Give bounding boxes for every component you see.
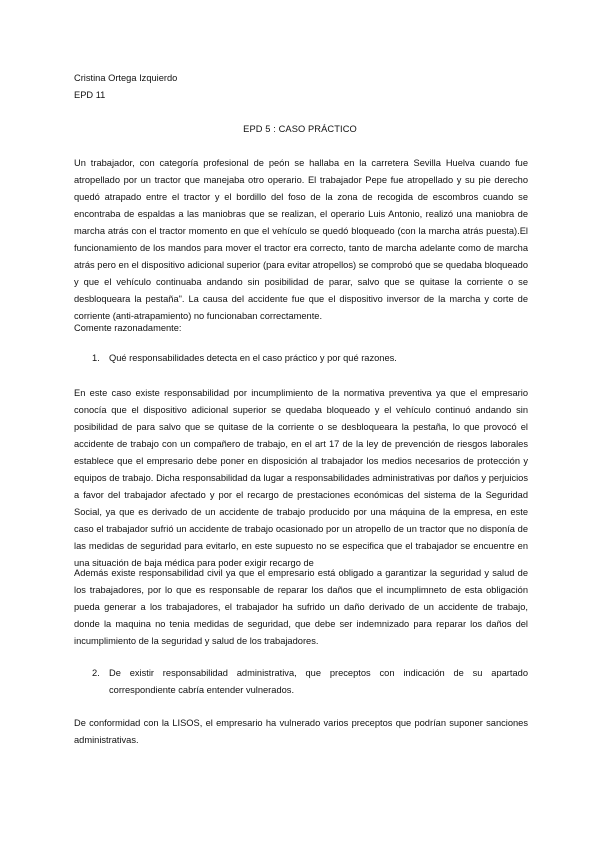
answer-paragraph: En este caso existe responsabilidad por incumplimiento de la normativa preventiva ya que el empresario conocía que el dispositivo adicional superior se quedaba bloqueado y el vehículo continuó andando sin posibilidad de para salvo que se quitase de la corriente o se desbloqueara la pestaña, lo que provocó el accidente de trabajo con un compañero de trabajo, en el art 17 de la ley de prevención de riesgos laborales establece que el empresario debe poner en disposición al trabajador los medios necesarios de protección y equipos de trabajo. Dicha responsabilidad da lugar a responsabilidades administrativas por daños y perjuicios a favor del trabajador afectado y por el recargo de prestaciones económicas del sistema de la Seguridad Social, ya que es derivado de un accidente de trabajo producido por una máquina de la empresa, en este caso el trabajador sufrió un accidente de trabajo ocasionado por un atropello de un tractor que no disponía de las medidas de seguridad para evitarlo, en este supuesto no se especifica que el trabajador se encuentre en una situación de baja médica para poder exigir recargo de xyxy=(74,388,528,568)
question-text: De existir responsabilidad administrativa, que preceptos con indicación de su apartado correspondiente cabría entender vulnerados. xyxy=(109,668,528,695)
answer-paragraph: De conformidad con la LISOS, el empresario ha vulnerado varios preceptos que podrían suponer sanciones administrativas. xyxy=(74,718,528,745)
instruction-text: Comente razonadamente: xyxy=(74,323,182,333)
answer-paragraph: Además existe responsabilidad civil ya que el empresario está obligado a garantizar la seguridad y salud de los trabajadores, por lo que es responsable de reparar los daños que el incumplimneto de esta obligación pueda generar a los trabajadores, el trabajador ha sufrido un daño derivado de un accidente de trabajo, donde la maquina no tenia medidas de seguridad, que debe ser indemnizado para reparar los daños del incumplimiento de la seguridad y salud de los trabajadores. xyxy=(74,568,528,646)
document-title: EPD 5 : CASO PRÁCTICO xyxy=(243,124,357,134)
question-number: 1. xyxy=(92,353,100,363)
course-code: EPD 11 xyxy=(74,90,106,100)
question-text: Qué responsabilidades detecta en el caso práctico y por qué razones. xyxy=(109,353,397,363)
author-name: Cristina Ortega Izquierdo xyxy=(74,73,178,83)
author-block xyxy=(74,70,177,104)
case-paragraph: Un trabajador, con categoría profesional de peón se hallaba en la carretera Sevilla Huelva cuando fue atropellado por un tractor que manejaba otro operario. El trabajador Pepe fue atropellado y su pie derecho quedó atrapado entre el tractor y el bordillo del foso de la zona de recogida de escombros cuando se encontraba de espaldas a las maniobras que se realizan, el operario Luis Antonio, realizó una maniobra de marcha atrás con el tractor momento en que el vehículo se quedó bloqueado (con la marcha atrás puesta).El funcionamiento de los mandos para mover el tractor era correcto, tanto de marcha adelante como de marcha atrás pero en el dispositivo adicional superior (para evitar atropellos) se comprobó que se quedaba bloqueado y que el vehículo continuaba andando sin posibilidad de parar, salvo que se quitase la corriente o se desbloqueara la pestaña". La causa del accidente fue que el dispositivo inversor de la marcha y corte de corriente (anti-atrapamiento) no funcionaban correctamente. xyxy=(74,158,528,321)
question-number: 2. xyxy=(92,668,100,678)
